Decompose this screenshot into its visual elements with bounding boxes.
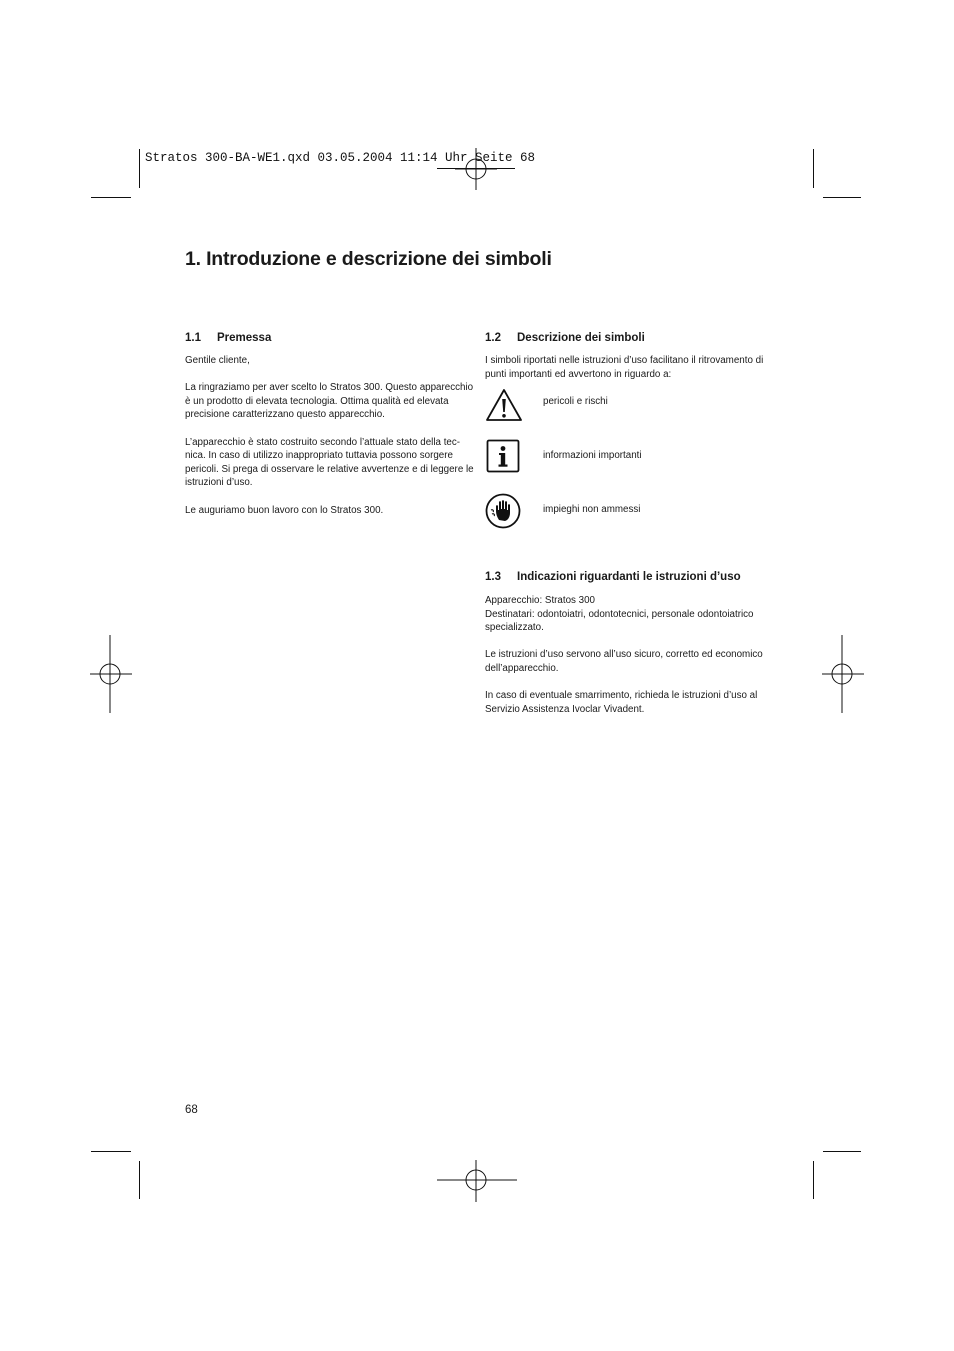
paragraph-line: nica. In caso di utilizzo inappropriato tuttavia possono sorgere xyxy=(185,450,453,462)
paragraph-line: La ringraziamo per aver scelto lo Stratos 300. Questo apparecchio xyxy=(185,382,474,394)
paragraph-line: Servizio Assistenza Ivoclar Vivadent. xyxy=(485,703,645,715)
crop-mark xyxy=(139,149,140,188)
section-1-1-body xyxy=(185,354,474,517)
paragraph-line: specializzato. xyxy=(485,622,544,634)
paragraph-line: L’apparecchio è stato costruito secondo l’attuale stato della tec- xyxy=(185,436,461,448)
crop-mark xyxy=(813,1161,814,1199)
paragraph-line: I simboli riportati nelle istruzioni d’uso facilitano il ritrovamento di xyxy=(485,355,764,366)
symbol-label: informazioni importanti xyxy=(543,450,642,461)
section-title: Premessa xyxy=(217,332,272,344)
paragraph-line: pericoli. Si prega di osservare le relative avvertenze e di leggere le xyxy=(185,463,474,475)
section-number: 1.2 xyxy=(485,332,501,344)
warning-triangle-icon xyxy=(485,388,523,422)
paragraph-line: Gentile cliente, xyxy=(185,355,250,366)
paragraph-line: precisione caratterizzano questo apparecchio. xyxy=(185,409,385,421)
paragraph-line: Le istruzioni d’uso servono all’uso sicuro, corretto ed economico xyxy=(485,649,763,661)
crop-mark xyxy=(813,149,814,188)
paragraph-line: In caso di eventuale smarrimento, richieda le istruzioni d’uso al xyxy=(485,690,758,702)
section-1-3-body xyxy=(485,594,770,716)
paragraph-line: è un prodotto di elevata tecnologia. Ottima qualità ed elevata xyxy=(185,395,449,407)
paragraph-line: istruzioni d’uso. xyxy=(185,477,253,489)
paragraph-line: Apparecchio: Stratos 300 xyxy=(485,595,596,606)
stop-hand-icon xyxy=(485,493,521,529)
section-title: Indicazioni riguardanti le istruzioni d’uso xyxy=(517,571,741,583)
crop-mark xyxy=(823,1151,861,1152)
crop-mark xyxy=(823,197,861,198)
section-number: 1.1 xyxy=(185,332,201,344)
slug-line: Stratos 300-BA-WE1.qxd 03.05.2004 11:14 Uhr Seite 68 xyxy=(145,151,536,165)
registration-mark-bottom xyxy=(437,1160,517,1202)
page-number: 68 xyxy=(185,1104,198,1116)
section-1-3-heading xyxy=(485,571,741,583)
info-icon xyxy=(486,439,520,473)
crop-mark xyxy=(91,197,131,198)
symbol-label: impieghi non ammessi xyxy=(543,504,641,515)
symbol-label: pericoli e rischi xyxy=(543,396,608,407)
crop-mark xyxy=(91,1151,131,1152)
section-1-2-heading xyxy=(485,332,645,344)
registration-mark-right xyxy=(822,635,864,713)
paragraph-line: Destinatari: odontoiatri, odontotecnici, personale odontoiatrico xyxy=(485,608,754,620)
crop-mark xyxy=(139,1161,140,1199)
section-1-2-intro xyxy=(485,354,770,381)
paragraph-line: Le auguriamo buon lavoro con lo Stratos 300. xyxy=(185,504,384,516)
section-title: Descrizione dei simboli xyxy=(517,332,645,344)
paragraph-line: dell’apparecchio. xyxy=(485,662,559,674)
paragraph-line: punti importanti ed avvertono in riguardo a: xyxy=(485,368,672,380)
registration-mark-left xyxy=(90,635,132,713)
section-number: 1.3 xyxy=(485,571,501,583)
registration-mark-top xyxy=(455,148,497,190)
section-1-1-heading xyxy=(185,332,271,344)
page-title: 1. Introduzione e descrizione dei simboli xyxy=(185,248,552,270)
